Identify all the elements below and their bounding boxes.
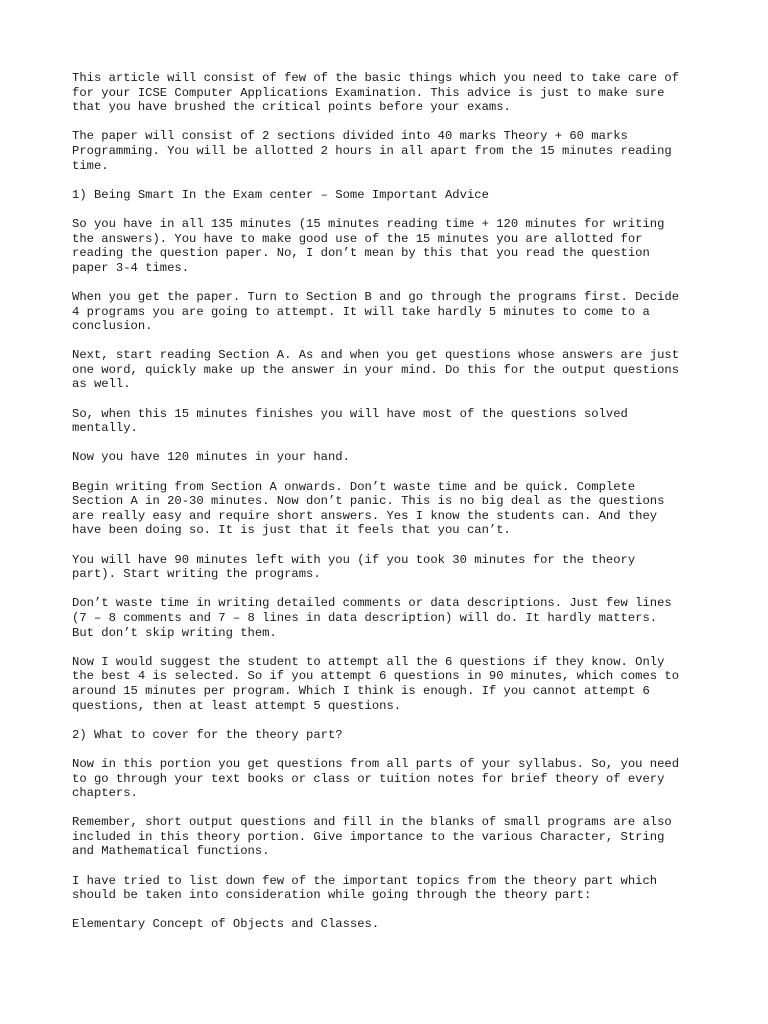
section-b-paragraph: When you get the paper. Turn to Section B and go through the programs first. Decide 4 programs you are going to attempt. It will take hardly 5 minutes to come to a conclusion. <box>72 289 680 334</box>
intro-paragraph: This article will consist of few of the basic things which you need to take care of for your ICSE Computer Applications Examination. This advice is just to make sure that you have brushed the critical points before your exams. <box>72 71 680 115</box>
document-page <box>72 71 712 947</box>
section-heading-theory: 2) What to cover for the theory part? <box>72 727 343 742</box>
mental-solve-paragraph: So, when this 15 minutes finishes you will have most of the questions solved mentally. <box>72 406 628 436</box>
syllabus-paragraph: Now in this portion you get questions from all parts of your syllabus. So, you need to go through your text books or class or tuition notes for brief theory of every chapters. <box>72 756 680 801</box>
topic-item: Elementary Concept of Objects and Classes. <box>72 917 380 932</box>
section-a-paragraph: Next, start reading Section A. As and when you get questions whose answers are just one word, quickly make up the answer in your mind. Do this for the output questions as well. <box>72 348 680 392</box>
section-heading-exam-center: 1) Being Smart In the Exam center – Some Important Advice <box>72 187 489 202</box>
output-questions-paragraph: Remember, short output questions and fill in the blanks of small programs are also included in this theory portion. Give importance to the various Character, String and Mathematical functions. <box>72 815 672 859</box>
begin-writing-paragraph: Begin writing from Section A onwards. Don’t waste time and be quick. Complete Section A in 20-30 minutes. Now don’t panic. This is no big deal as the questions are really easy and require short answers. Yes I know the students can. And they have been doing so. It is just that it feels that you can’t. <box>72 479 665 538</box>
time-left-paragraph: Now you have 120 minutes in your hand. <box>72 450 350 465</box>
comments-paragraph: Don’t waste time in writing detailed comments or data descriptions. Just few lines (7 – 8 comments and 7 – 8 lines in data description) will do. It hardly matters. But don’t skip writing them. <box>72 596 672 640</box>
paper-structure-paragraph: The paper will consist of 2 sections divided into 40 marks Theory + 60 marks Programming. You will be allotted 2 hours in all apart from the 15 minutes reading time. <box>72 129 672 173</box>
attempt-questions-paragraph: Now I would suggest the student to attempt all the 6 questions if they know. Only the best 4 is selected. So if you attempt 6 questions in 90 minutes, which comes to around 15 minutes per program. Which I think is enough. If you cannot attempt 6 questions, then at least attempt 5 questions. <box>72 654 680 713</box>
topics-intro-paragraph: I have tried to list down few of the important topics from the theory part which should be taken into consideration while going through the theory part: <box>72 873 658 903</box>
reading-time-paragraph: So you have in all 135 minutes (15 minutes reading time + 120 minutes for writing the answers). You have to make good use of the 15 minutes you are allotted for reading the question paper. No, I don’t mean by this that you read the question paper 3-4 times. <box>72 216 665 275</box>
programs-time-paragraph: You will have 90 minutes left with you (if you took 30 minutes for the theory part). Start writing the programs. <box>72 552 636 582</box>
